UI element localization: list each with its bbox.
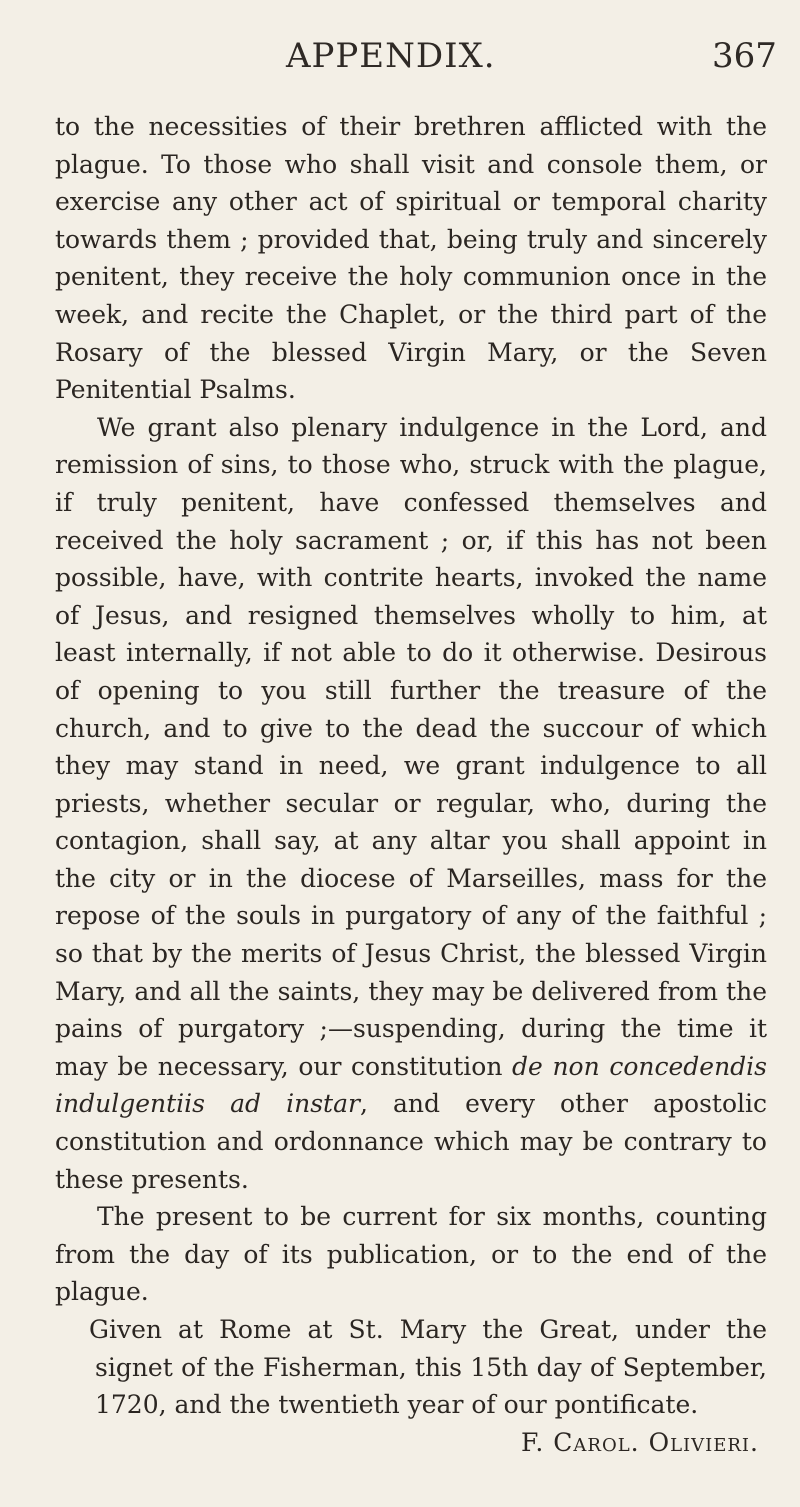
paragraph-text: , and every other apostolic constitution and ordonnance which may be contrary to these presents. [55,1089,768,1194]
body-text [55,108,767,1461]
paragraph-given-at-rome: Given at Rome at St. Mary the Great, under the signet of the Fisherman, this 15th day of September, 1720, and the twentieth year of our pontificate. [89,1315,767,1420]
signature: F. Carol. Olivieri. [520,1427,759,1457]
paragraph-continuation: to the necessities of their brethren afflicted with the plague. To those who shall visit and console them, or exercise any other act of spiritual or temporal charity towards them ; provided that, being truly and sincerely penitent, they receive the holy communion once in the week, and recite the Chaplet, or the third part of the Rosary of the blessed Virgin Mary, or the Seven Penitential Psalms. [55,112,767,405]
running-head-title: APPENDIX. [286,36,496,76]
paragraph-duration: The present to be current for six months, counting from the day of its publication, or to the end of the plague. [55,1202,767,1307]
latin-constitution-title: de non concedendis indulgentiis ad instar [55,1051,768,1119]
paragraph-text: We grant also plenary indulgence in the Lord, and remission of sins, to those who, struck with the plague, if truly penitent, have confessed themselves and received the holy sacrament ; or, if this has not been possible, have, with contrite hearts, invoked the name of Jesus, and resigned themselves wholly to him, at least internally, if not able to do it otherwise. Desirous of opening to you still further the treasure of the church, and to give to the dead the succour of which they may stand in need, we grant indulgence to all priests, whether secular or regular, who, during the contagion, shall say, at any altar you shall appoint in the city or in the diocese of Marseilles, mass for the repose of the souls in purgatory of any of the faithful ; so that by the merits of Jesus Christ, the blessed Virgin Mary, and all the saints, they may be delivered from the pains of purgatory ;—suspending, during the time it may be necessary, our constitution [55,412,767,1081]
paragraph-plenary-indulgence [55,409,767,1198]
page-number: 367 [712,36,777,76]
running-head [0,36,800,80]
